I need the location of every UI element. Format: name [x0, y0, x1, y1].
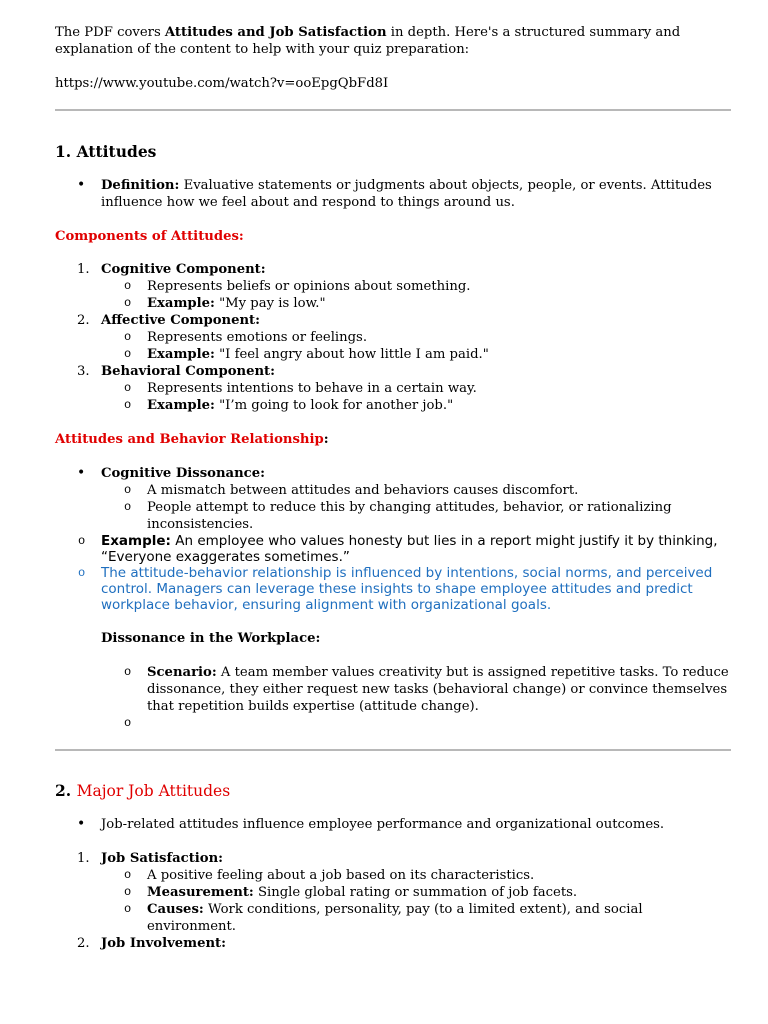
circle-bullet-icon: o: [78, 566, 86, 580]
job-attitude-item: 2. Job Involvement:: [77, 936, 227, 951]
list-item: o Example: "My pay is low.": [124, 296, 326, 311]
dissonance-item: • Cognitive Dissonance:: [77, 465, 265, 481]
circle-bullet-icon: o: [124, 885, 132, 899]
list-item: o Scenario: A team member values creativity but is assigned repetitive tasks. To reduce dissonance, they either request new tasks (behavioral change) or convince themselves that repetition builds expertise (attitude change).: [124, 665, 729, 714]
circle-bullet-icon: o: [124, 665, 132, 679]
example-item: o Example: An employee who values honesty but lies in a report might justify it by thinking, “Everyone exaggerates sometimes.”: [78, 533, 718, 565]
list-item: o Represents beliefs or opinions about something.: [124, 279, 471, 294]
relationship-heading: Attitudes and Behavior Relationship:: [55, 432, 329, 447]
circle-bullet-icon: o: [124, 279, 132, 293]
component-item: 3. Behavioral Component:: [77, 364, 276, 379]
list-item: o People attempt to reduce this by changing attitudes, behavior, or rationalizing inconsistencies.: [124, 500, 672, 532]
intro-paragraph: The PDF covers Attitudes and Job Satisfaction in depth. Here's a structured summary and explanation of the content to help with your quiz preparation:: [55, 25, 681, 57]
components-heading: Components of Attitudes:: [55, 229, 244, 244]
component-item: 1. Cognitive Component:: [77, 262, 266, 277]
section-2-heading: 2. Major Job Attitudes: [55, 781, 231, 800]
components-list: [55, 261, 730, 414]
section-1-heading: 1. Attitudes: [55, 142, 157, 161]
section-2-intro-item: • Job-related attitudes influence employee performance and organizational outcomes.: [77, 816, 665, 832]
list-item: o Represents intentions to behave in a certain way.: [124, 381, 477, 396]
list-item: o A mismatch between attitudes and behaviors causes discomfort.: [124, 483, 579, 498]
circle-bullet-icon: o: [124, 716, 132, 730]
video-link[interactable]: https://www.youtube.com/watch?v=ooEpgQbFd8I: [55, 76, 389, 91]
list-item: o Measurement: Single global rating or summation of job facets.: [124, 885, 578, 900]
job-attitudes-list: [55, 850, 730, 952]
definition-item: • Definition: Evaluative statements or judgments about objects, people, or events. Attitudes influence how we feel about and respond to things around us.: [77, 177, 712, 210]
list-item: o Represents emotions or feelings.: [124, 330, 368, 345]
component-item: 2. Affective Component:: [77, 313, 261, 328]
circle-bullet-icon: o: [124, 483, 132, 497]
circle-bullet-icon: o: [124, 868, 132, 882]
circle-bullet-icon: o: [124, 500, 132, 514]
circle-bullet-icon: o: [78, 534, 86, 548]
blue-note-item: o The attitude-behavior relationship is influenced by intentions, social norms, and perceived control. Managers can leverage these insights to shape employee attitudes and predict workplace behavior, ensuring alignment with organizational goals.: [78, 565, 713, 613]
empty-list-item: [55, 715, 730, 732]
list-item: o Causes: Work conditions, personality, pay (to a limited extent), and social environment.: [124, 902, 643, 934]
divider: [55, 749, 731, 751]
divider: [55, 109, 731, 111]
circle-bullet-icon: o: [124, 381, 132, 395]
job-attitude-item: 1. Job Satisfaction:: [77, 851, 224, 866]
circle-bullet-icon: o: [124, 398, 132, 412]
workplace-heading: Dissonance in the Workplace:: [101, 631, 321, 646]
scenario-list: [55, 664, 730, 732]
list-item: o A positive feeling about a job based on its characteristics.: [124, 868, 535, 883]
document-page: [55, 24, 730, 952]
bullet-icon: •: [77, 816, 86, 832]
list-item: o Example: "I’m going to look for another job.": [124, 398, 454, 413]
circle-bullet-icon: o: [124, 330, 132, 344]
dissonance-list: [55, 465, 730, 533]
bullet-icon: •: [77, 177, 86, 193]
circle-bullet-icon: o: [124, 347, 132, 361]
circle-bullet-icon: o: [124, 296, 132, 310]
list-item: o Example: "I feel angry about how little I am paid.": [124, 347, 489, 362]
bullet-icon: •: [77, 465, 86, 481]
circle-bullet-icon: o: [124, 902, 132, 916]
intro-bold: Attitudes and Job Satisfaction: [164, 25, 387, 40]
